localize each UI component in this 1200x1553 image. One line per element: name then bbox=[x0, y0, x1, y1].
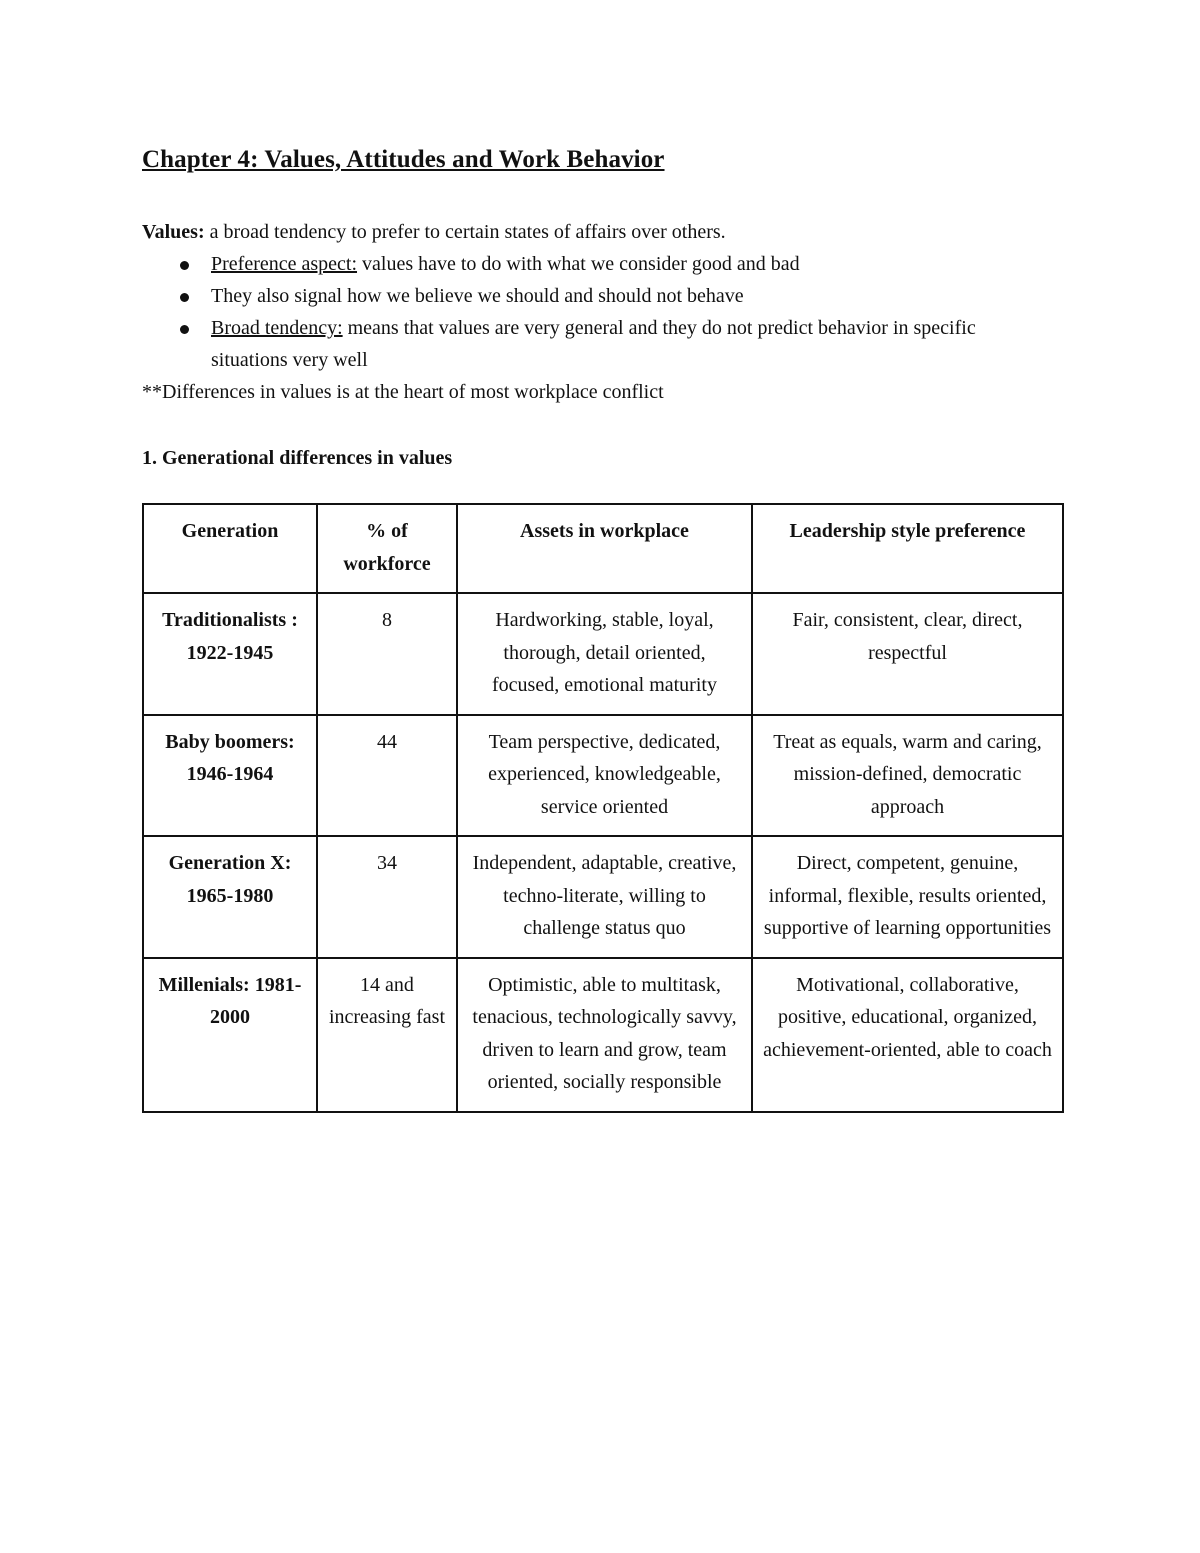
header-leadership-style: Leadership style preference bbox=[752, 504, 1063, 593]
leadership-cell: Fair, consistent, clear, direct, respectful bbox=[752, 593, 1063, 715]
generation-cell: Generation X: 1965-1980 bbox=[143, 836, 317, 958]
header-assets: Assets in workplace bbox=[457, 504, 752, 593]
leadership-cell: Motivational, collaborative, positive, educational, organized, achievement-oriented, able to coach bbox=[752, 958, 1063, 1112]
page-title: Chapter 4: Values, Attitudes and Work Behavior bbox=[142, 146, 665, 173]
leadership-cell: Direct, competent, genuine, informal, flexible, results oriented, supportive of learning opportunities bbox=[752, 836, 1063, 958]
assets-cell: Independent, adaptable, creative, techno-literate, willing to challenge status quo bbox=[457, 836, 752, 958]
table-row bbox=[143, 836, 1063, 958]
table-header-row bbox=[143, 504, 1063, 593]
header-percent-workforce: % of workforce bbox=[317, 504, 457, 593]
bullet-icon bbox=[180, 325, 189, 334]
list-item bbox=[142, 280, 1051, 312]
list-item bbox=[142, 312, 1051, 376]
percent-cell: 34 bbox=[317, 836, 457, 958]
percent-cell: 8 bbox=[317, 593, 457, 715]
assets-cell: Optimistic, able to multitask, tenacious, technologically savvy, driven to learn and grow, team oriented, socially responsible bbox=[457, 958, 752, 1112]
bullet-icon bbox=[180, 293, 189, 302]
values-definition-text: a broad tendency to prefer to certain states of affairs over others. bbox=[204, 221, 726, 243]
table-row bbox=[143, 593, 1063, 715]
list-item bbox=[142, 248, 1051, 280]
values-bullet-list bbox=[142, 248, 1062, 376]
values-label: Values: bbox=[142, 221, 205, 243]
assets-cell: Team perspective, dedicated, experienced, knowledgeable, service oriented bbox=[457, 715, 752, 837]
bullet-text: values have to do with what we consider good and bad bbox=[357, 253, 800, 275]
section-heading: 1. Generational differences in values bbox=[142, 447, 453, 469]
percent-cell: 14 and increasing fast bbox=[317, 958, 457, 1112]
bullet-term: Preference aspect: bbox=[211, 253, 358, 275]
percent-cell: 44 bbox=[317, 715, 457, 837]
table-row bbox=[143, 958, 1063, 1112]
bullet-term: Broad tendency: bbox=[211, 317, 343, 339]
generation-cell: Traditionalists : 1922-1945 bbox=[143, 593, 317, 715]
bullet-text: They also signal how we believe we should and should not behave bbox=[211, 285, 744, 307]
table-row bbox=[143, 715, 1063, 837]
document-page bbox=[142, 140, 1062, 474]
values-definition-paragraph bbox=[142, 216, 1062, 248]
generation-cell: Baby boomers: 1946-1964 bbox=[143, 715, 317, 837]
leadership-cell: Treat as equals, warm and caring, mission-defined, democratic approach bbox=[752, 715, 1063, 837]
generations-table bbox=[142, 503, 1064, 1113]
assets-cell: Hardworking, stable, loyal, thorough, detail oriented, focused, emotional maturity bbox=[457, 593, 752, 715]
header-generation: Generation bbox=[143, 504, 317, 593]
bullet-icon bbox=[180, 261, 189, 270]
generation-cell: Millenials: 1981-2000 bbox=[143, 958, 317, 1112]
conflict-note: **Differences in values is at the heart of most workplace conflict bbox=[142, 381, 664, 403]
bullet-text: means that values are very general and they do not predict behavior in specific situations very well bbox=[211, 317, 976, 371]
